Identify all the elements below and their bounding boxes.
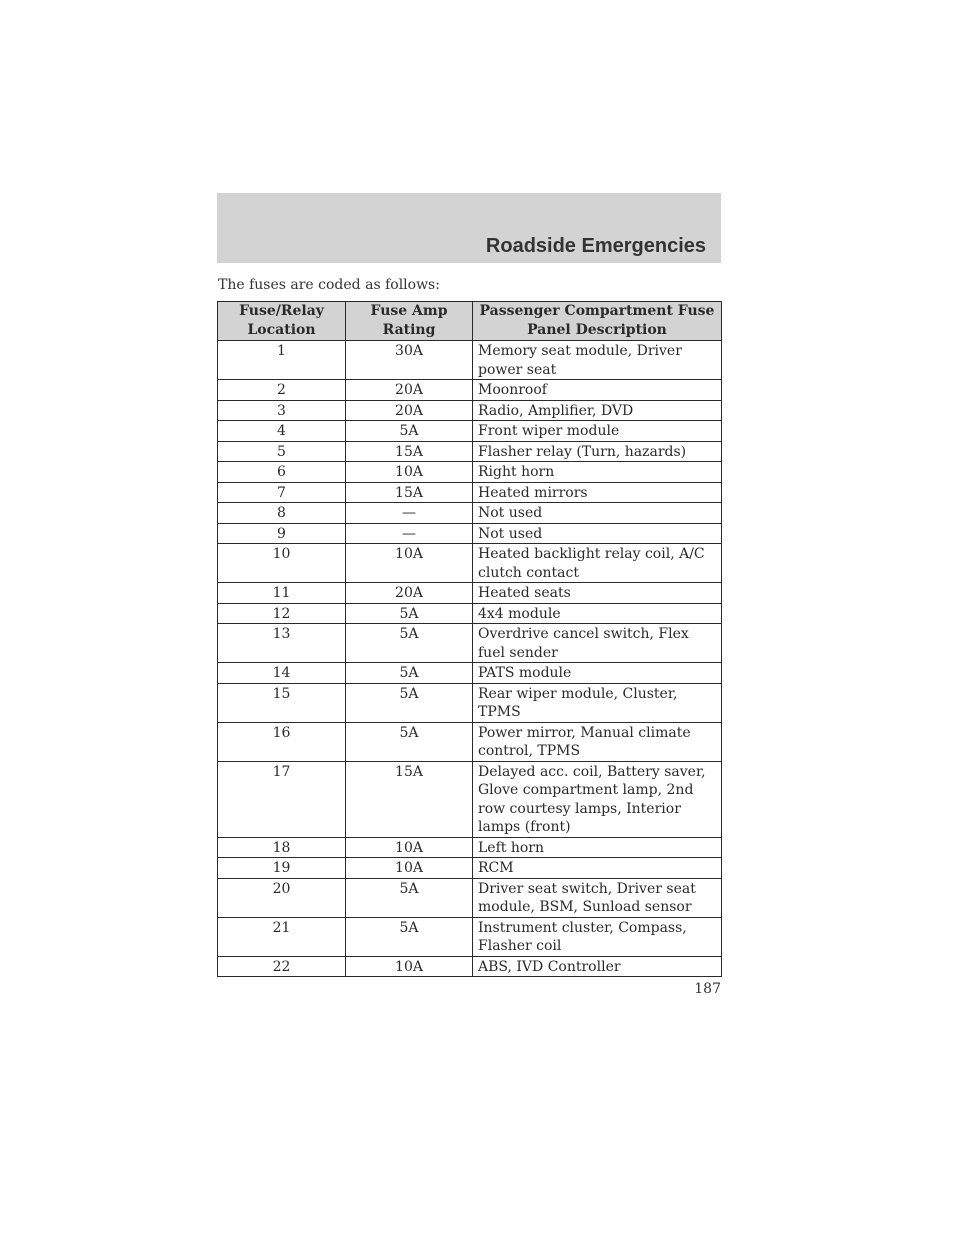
column-header-location-line-2: Location xyxy=(247,322,316,338)
fuse-description-cell: Driver seat switch, Driver seat module, BSM, Sunload sensor xyxy=(473,878,722,917)
fuse-rating-cell: 5A xyxy=(346,663,473,684)
fuse-rating-cell: 5A xyxy=(346,421,473,442)
table-row xyxy=(218,441,722,462)
fuse-description-cell: Not used xyxy=(473,503,722,524)
fuse-description-cell: Heated backlight relay coil, A/C clutch contact xyxy=(473,544,722,583)
fuse-description-cell: Flasher relay (Turn, hazards) xyxy=(473,441,722,462)
table-row xyxy=(218,503,722,524)
table-row xyxy=(218,917,722,956)
table-row xyxy=(218,624,722,663)
section-header-bar xyxy=(217,193,721,263)
fuse-location-cell: 22 xyxy=(218,956,346,977)
fuse-location-cell: 21 xyxy=(218,917,346,956)
fuse-rating-cell: 5A xyxy=(346,624,473,663)
fuse-location-cell: 9 xyxy=(218,523,346,544)
fuse-location-cell: 3 xyxy=(218,400,346,421)
column-header-description-line-1: Passenger Compartment Fuse xyxy=(479,303,715,319)
fuse-location-cell: 20 xyxy=(218,878,346,917)
fuse-description-cell: Left horn xyxy=(473,837,722,858)
fuse-description-cell: Instrument cluster, Compass, Flasher coil xyxy=(473,917,722,956)
table-row xyxy=(218,341,722,380)
table-row xyxy=(218,400,722,421)
fuse-rating-cell: 10A xyxy=(346,544,473,583)
table-row xyxy=(218,462,722,483)
fuse-description-cell: Moonroof xyxy=(473,380,722,401)
fuse-location-cell: 12 xyxy=(218,603,346,624)
fuse-rating-cell: — xyxy=(346,523,473,544)
fuse-description-cell: RCM xyxy=(473,858,722,879)
table-row xyxy=(218,683,722,722)
intro-text: The fuses are coded as follows: xyxy=(218,277,440,293)
fuse-description-cell: Not used xyxy=(473,523,722,544)
fuse-description-cell: Front wiper module xyxy=(473,421,722,442)
table-row xyxy=(218,722,722,761)
table-row xyxy=(218,544,722,583)
fuse-location-cell: 13 xyxy=(218,624,346,663)
table-row xyxy=(218,421,722,442)
column-header-description-line-2: Panel Description xyxy=(527,322,667,338)
fuse-location-cell: 16 xyxy=(218,722,346,761)
column-header-rating xyxy=(346,302,473,341)
column-header-description xyxy=(473,302,722,341)
fuse-rating-cell: 20A xyxy=(346,400,473,421)
column-header-location xyxy=(218,302,346,341)
fuse-location-cell: 11 xyxy=(218,583,346,604)
fuse-rating-cell: 30A xyxy=(346,341,473,380)
table-row xyxy=(218,583,722,604)
fuse-rating-cell: 20A xyxy=(346,380,473,401)
column-header-rating-line-1: Fuse Amp xyxy=(370,303,448,319)
table-row xyxy=(218,761,722,837)
section-title: Roadside Emergencies xyxy=(485,235,706,257)
fuse-location-cell: 8 xyxy=(218,503,346,524)
fuse-rating-cell: 20A xyxy=(346,583,473,604)
fuse-location-cell: 18 xyxy=(218,837,346,858)
fuse-rating-cell: 15A xyxy=(346,482,473,503)
column-header-rating-line-2: Rating xyxy=(382,322,436,338)
fuse-rating-cell: 10A xyxy=(346,462,473,483)
page-number: 187 xyxy=(694,981,721,997)
fuse-rating-cell: 15A xyxy=(346,761,473,837)
fuse-table xyxy=(217,301,722,977)
fuse-location-cell: 19 xyxy=(218,858,346,879)
table-row xyxy=(218,878,722,917)
table-row xyxy=(218,663,722,684)
fuse-rating-cell: — xyxy=(346,503,473,524)
fuse-description-cell: Overdrive cancel switch, Flex fuel sender xyxy=(473,624,722,663)
fuse-location-cell: 5 xyxy=(218,441,346,462)
fuse-location-cell: 10 xyxy=(218,544,346,583)
table-row xyxy=(218,482,722,503)
fuse-description-cell: Power mirror, Manual climate control, TPMS xyxy=(473,722,722,761)
fuse-rating-cell: 5A xyxy=(346,603,473,624)
fuse-location-cell: 15 xyxy=(218,683,346,722)
table-row xyxy=(218,956,722,977)
fuse-rating-cell: 5A xyxy=(346,878,473,917)
fuse-location-cell: 1 xyxy=(218,341,346,380)
fuse-description-cell: ABS, IVD Controller xyxy=(473,956,722,977)
fuse-rating-cell: 15A xyxy=(346,441,473,462)
table-row xyxy=(218,837,722,858)
fuse-rating-cell: 10A xyxy=(346,837,473,858)
fuse-description-cell: Heated mirrors xyxy=(473,482,722,503)
fuse-table-header xyxy=(218,302,722,341)
fuse-location-cell: 14 xyxy=(218,663,346,684)
fuse-description-cell: 4x4 module xyxy=(473,603,722,624)
fuse-location-cell: 2 xyxy=(218,380,346,401)
fuse-description-cell: Memory seat module, Driver power seat xyxy=(473,341,722,380)
fuse-location-cell: 4 xyxy=(218,421,346,442)
fuse-rating-cell: 5A xyxy=(346,722,473,761)
fuse-location-cell: 7 xyxy=(218,482,346,503)
table-row xyxy=(218,858,722,879)
table-row xyxy=(218,380,722,401)
fuse-rating-cell: 10A xyxy=(346,858,473,879)
table-row xyxy=(218,603,722,624)
fuse-description-cell: Heated seats xyxy=(473,583,722,604)
fuse-description-cell: Right horn xyxy=(473,462,722,483)
column-header-location-line-1: Fuse/Relay xyxy=(239,303,324,319)
fuse-description-cell: Radio, Amplifier, DVD xyxy=(473,400,722,421)
fuse-rating-cell: 5A xyxy=(346,683,473,722)
fuse-rating-cell: 10A xyxy=(346,956,473,977)
table-row xyxy=(218,523,722,544)
fuse-description-cell: Rear wiper module, Cluster, TPMS xyxy=(473,683,722,722)
fuse-location-cell: 17 xyxy=(218,761,346,837)
fuse-table-body xyxy=(218,341,722,977)
fuse-description-cell: PATS module xyxy=(473,663,722,684)
fuse-description-cell: Delayed acc. coil, Battery saver, Glove compartment lamp, 2nd row courtesy lamps, Interior lamps (front) xyxy=(473,761,722,837)
fuse-location-cell: 6 xyxy=(218,462,346,483)
fuse-rating-cell: 5A xyxy=(346,917,473,956)
